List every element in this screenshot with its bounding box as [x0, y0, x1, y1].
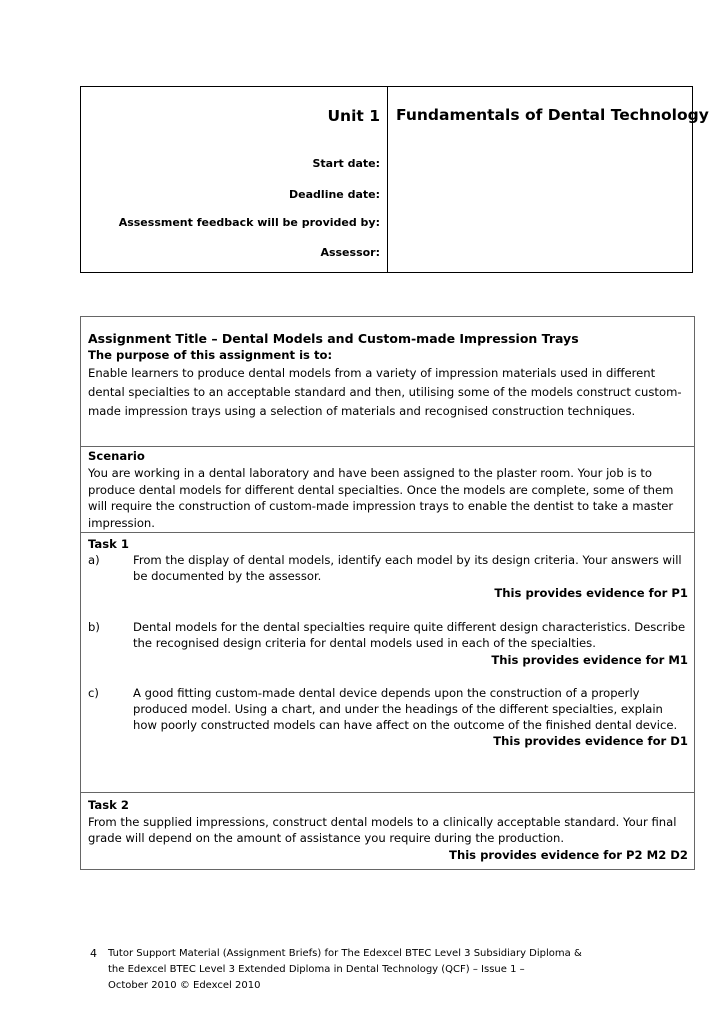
scenario-heading: Scenario [88, 449, 145, 463]
unit-header-table [80, 86, 709, 273]
task1-section [81, 533, 694, 793]
task1-item-a [88, 553, 688, 585]
start-date-label: Start date: [312, 157, 380, 170]
footer-line-2: the Edexcel BTEC Level 3 Extended Diploma in Dental Technology (QCF) – Issue 1 – [108, 964, 525, 975]
unit-header-values [388, 87, 709, 272]
task2-section [81, 793, 694, 871]
task2-evidence: This provides evidence for P2 M2 D2 [449, 847, 688, 862]
task2-text: From the supplied impressions, construct dental models to a clinically acceptable standard. Your final grade will depend on the amount of assistance you require during the production. [88, 814, 677, 845]
scenario-section [81, 447, 694, 533]
task1-item-c [88, 686, 688, 733]
unit-title: Fundamentals of Dental Technology [396, 106, 709, 124]
task2-heading: Task 2 [88, 798, 129, 812]
assignment-title: Assignment Title – Dental Models and Custom-made Impression Trays [88, 331, 579, 346]
task-item-text: From the display of dental models, identify each model by its design criteria. Your answers will be documented by the assessor. [133, 552, 682, 583]
footer-line-1: Tutor Support Material (Assignment Briefs) for The Edexcel BTEC Level 3 Subsidiary Diploma & [108, 948, 582, 959]
footer-text [108, 946, 668, 994]
task1-c-evidence: This provides evidence for D1 [493, 734, 688, 749]
scenario-text: You are working in a dental laboratory and have been assigned to the plaster room. Your job is to produce dental models for different dental specialties. Once the models are complete, some of them will require the construction of custom-made impression trays to enable the dentist to take a master impression. [88, 465, 674, 531]
assessor-label: Assessor: [320, 246, 380, 259]
deadline-date-label: Deadline date: [289, 188, 380, 201]
purpose-heading: The purpose of this assignment is to: [88, 348, 333, 362]
task-item-letter: c) [88, 685, 99, 700]
footer-line-3: October 2010 © Edexcel 2010 [108, 980, 261, 991]
unit-label: Unit 1 [327, 107, 380, 125]
task1-a-evidence: This provides evidence for P1 [494, 586, 688, 601]
task1-item-b [88, 620, 688, 652]
task-item-text: Dental models for the dental specialties require quite different design characteristics. Describe the recognised design criteria for dental models used in each of the specialties. [133, 620, 686, 651]
task-item-letter: a) [88, 552, 100, 567]
assignment-section [81, 317, 694, 447]
task-item-text: A good fitting custom-made dental device depends upon the construction of a properly produced model. Using a chart, and under the headings of the different specialties, explain how poorly constructed models can have affect on the outcome of the finished dental device. [133, 685, 678, 732]
task1-b-evidence: This provides evidence for M1 [491, 652, 688, 667]
unit-header-labels [81, 87, 388, 272]
feedback-label: Assessment feedback will be provided by: [118, 216, 380, 229]
page-number: 4 [90, 947, 97, 960]
purpose-text: Enable learners to produce dental models from a variety of impression materials used in different dental specialties to an acceptable standard and then, utilising some of the models construct custom-made impression trays using a selection of materials and recognised construction techniques. [88, 366, 682, 419]
assignment-brief-table [80, 316, 695, 870]
task-item-letter: b) [88, 620, 100, 635]
task1-heading: Task 1 [88, 537, 129, 551]
